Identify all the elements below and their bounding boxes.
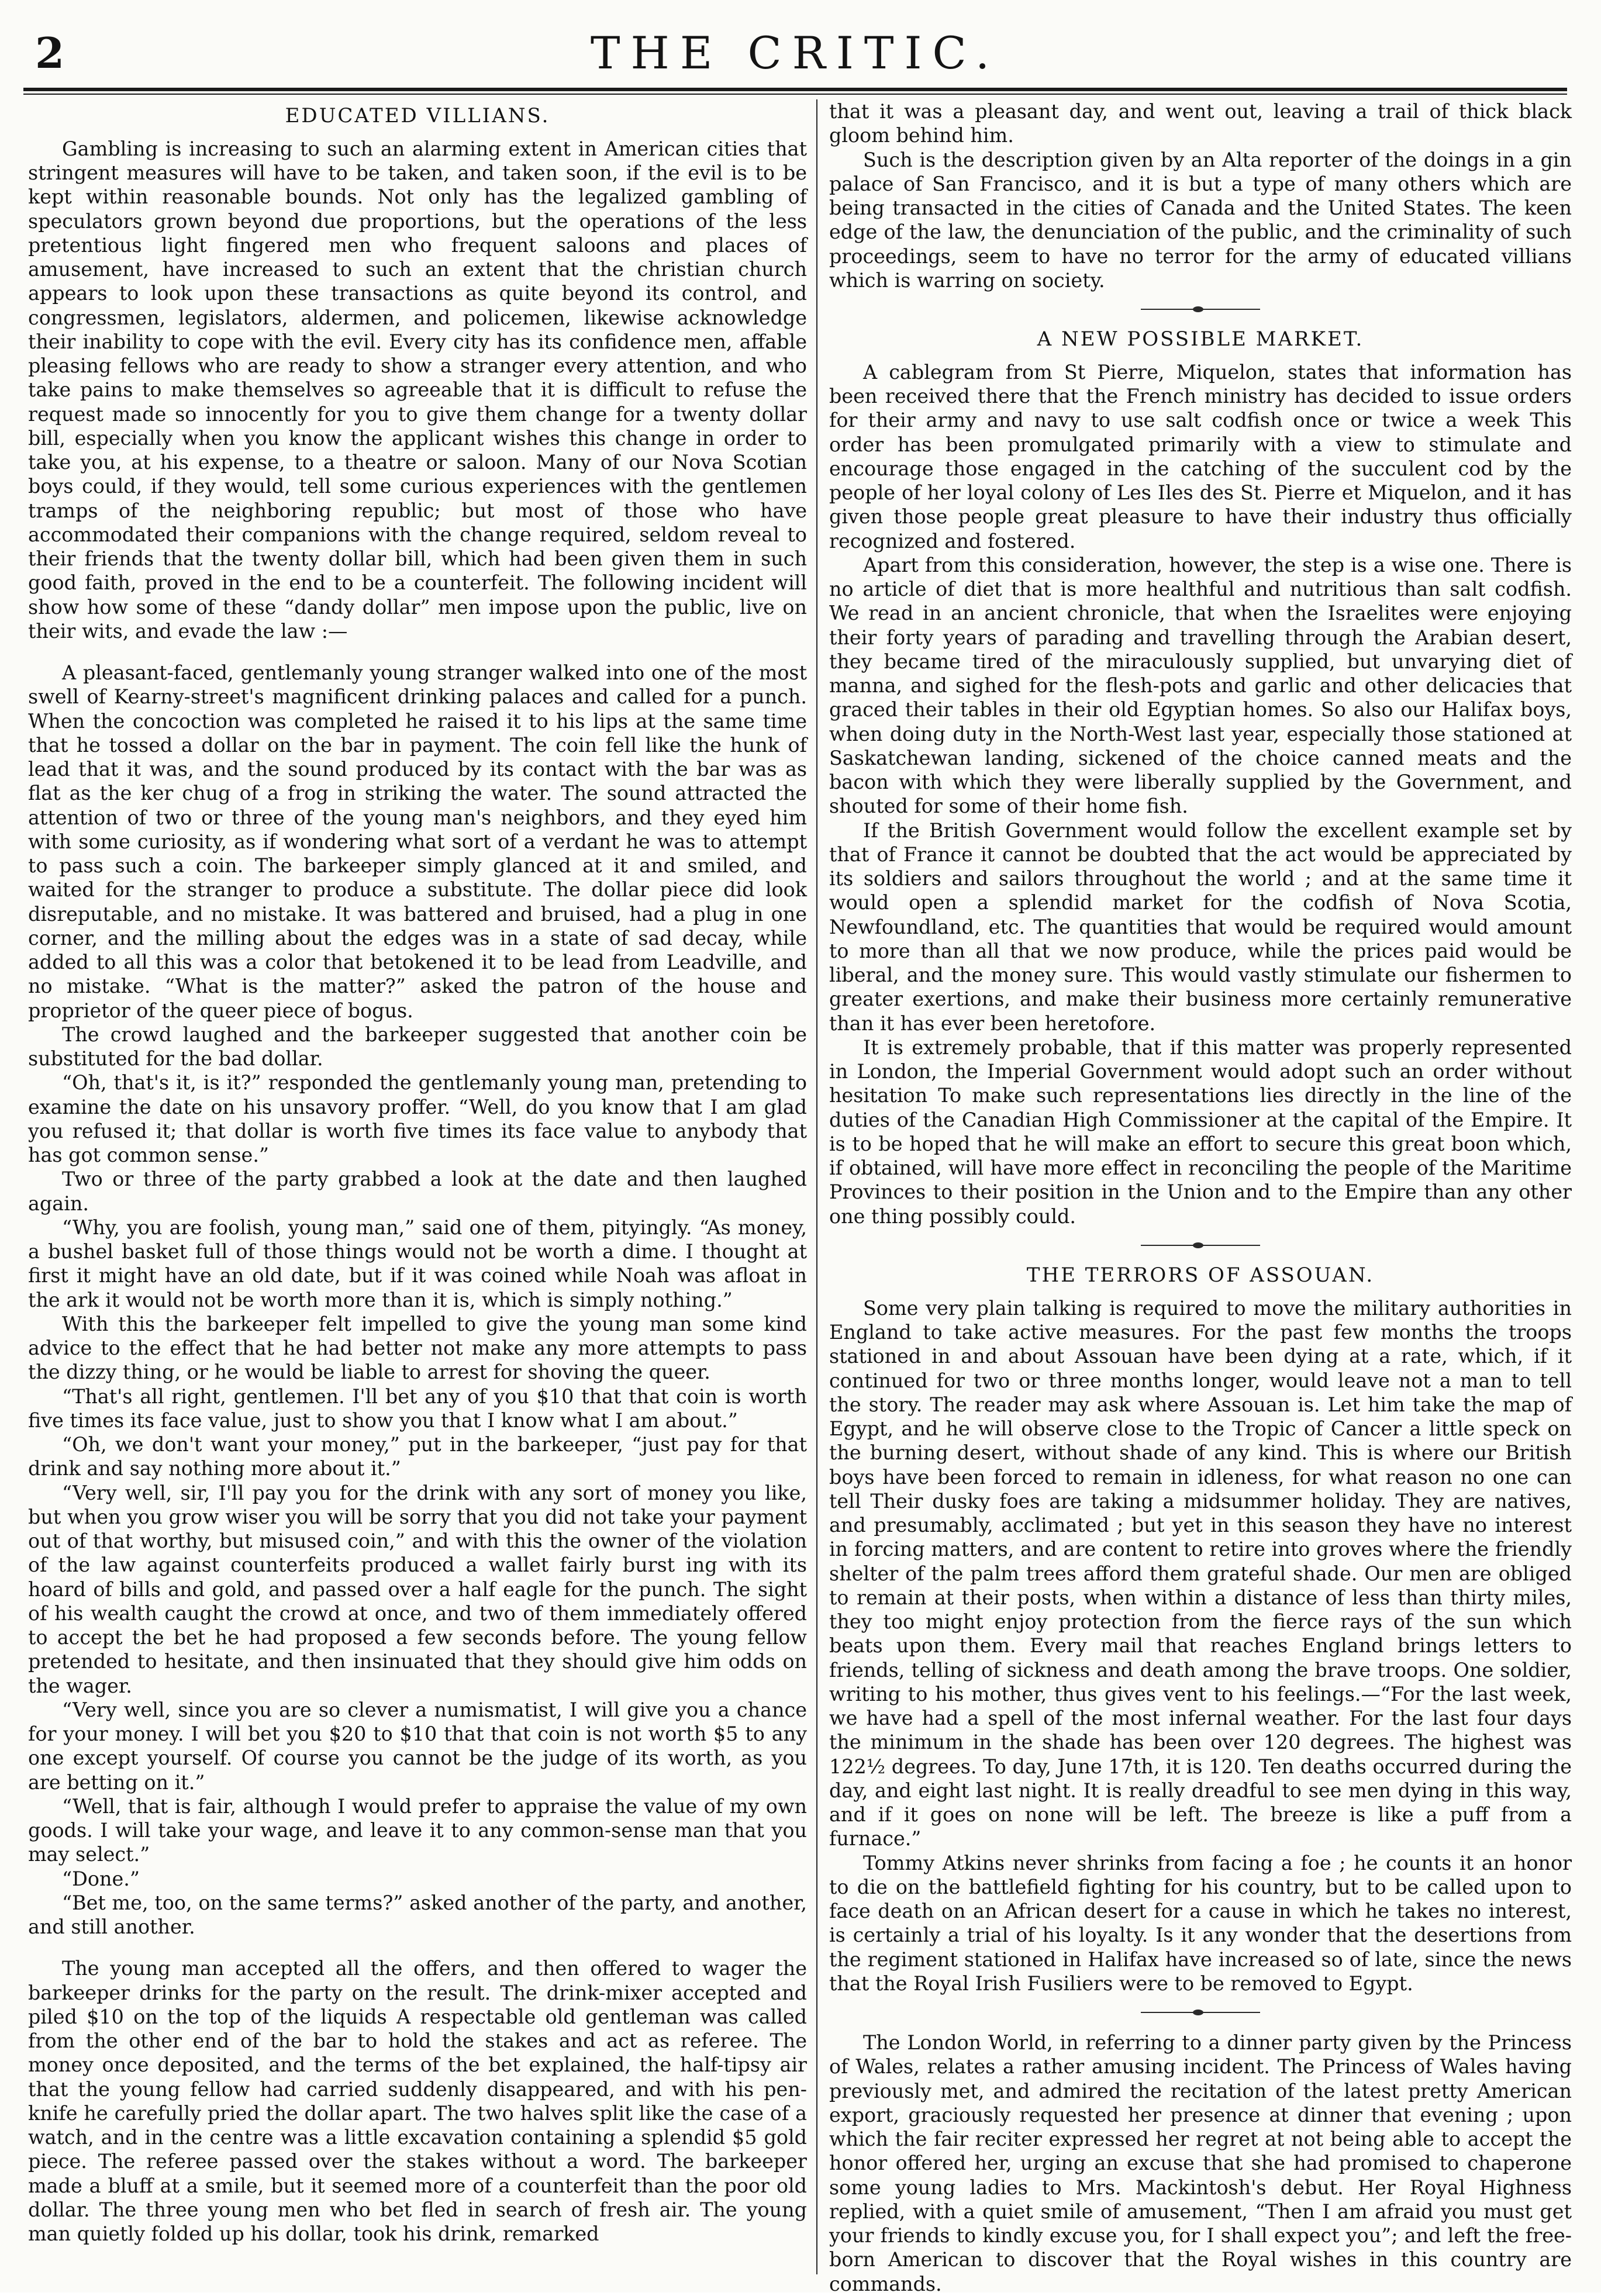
paragraph: The young man accepted all the offers, and then offered to wager the barkeeper drinks for the party on the result. The drink-mixer accepted and piled $10 on the top of the liquids A respectable old gentleman was called from the other end of the bar to hold the stakes and act as referee. The money once deposited, and the terms of the bet explained, the half-tipsy air that the young fellow had carried suddenly disappeared, and with his pen-knife he carefully pried the dollar apart. The two halves split like the case of a watch, and in the centre was a little excavation containing a splendid $5 gold piece. The referee passed over the stakes without a word. The barkeeper made a bluff at a smile, but it seemed more of a counterfeit than the poor old dollar. The three young men who bet fled in search of fresh air. The young man quietly folded up his dollar, took his drink, remarked [28,1957,807,2246]
ornament-divider [829,306,1572,312]
paragraph: If the British Government would follow the excellent example set by that of France it cannot be doubted that the act would be appreciated by its soldiers and sailors throughout the world ; and at the same time it would open a splendid market for the codfish of Nova Scotia, Newfoundland, etc. The quantities that would be required would amount to more than all that we now produce, while the prices paid would be liberal, and the money sure. This would vastly stimulate our fishermen to greater exertions, and make their business more certainly remunerative than it has ever been heretofore. [829,819,1572,1035]
paragraph: A pleasant-faced, gentlemanly young stranger walked into one of the most swell of Kearny-street's magnificent drinking palaces and called for a punch. When the concoction was completed he raised it to his lips at the same time that he tossed a dollar on the bar in payment. The coin fell like the hunk of lead that it was, and the sound produced by its contact with the bar was as flat as the ker chug of a frog in striking the water. The sound attracted the attention of two or three of the young man's neighbors, and they eyed him with some curiosity, as if wondering what sort of a verdant he was to attempt to pass such a coin. The barkeeper simply glanced at it and smiled, and waited for the stranger to produce a substitute. The dollar piece did look disreputable, and no mistake. It was battered and bruised, had a plug in one corner, and the milling about the edges was in a state of sad decay, while added to all this was a color that betokened it to be lead from Leadville, and no mistake. “What is the matter?” asked the patron of the house and proprietor of the queer piece of bogus. [28,661,807,1022]
paragraph: It is extremely probable, that if this matter was properly represented in London, the Imperial Government would adopt such an order without hesitation To make such representations lies directly in the line of the duties of the Canadian High Commissioner at the capital of the Empire. It is to be hoped that he will make an effort to secure this great boon which, if obtained, will have more effect in reconciling the people of the Maritime Provinces to their position in the Union and to the Empire than any other one thing possibly could. [829,1035,1572,1228]
ornament-divider [829,1242,1572,1248]
paragraph: that it was a pleasant day, and went out, leaving a trail of thick black gloom behind him. [829,100,1572,147]
ornament-divider [829,2010,1572,2015]
paragraph: Gambling is increasing to such an alarming extent in American cities that stringent measures will have to be taken, and taken soon, if the evil is to be kept within reasonable bounds. Not only has the legalized gambling of speculators grown beyond due proportions, but the operations of the less pretentious light fingered men who frequent saloons and places of amusement, have increased to such an extent that the christian church appears to look upon these transactions as quite beyond its control, and congressmen, legislators, aldermen, and policemen, likewise acknowledge their inability to cope with the evil. Every city has its confidence men, affable pleasing fellows who are ready to show a stranger every attention, and who take pains to make themselves so agreeable that it is difficult to refuse the request made so innocently for you to give them change for a twenty dollar bill, especially when you know the applicant wishes this change in order to take you, at his expense, to a theatre or saloon. Many of our Nova Scotian boys could, if they would, tell some curious experiences with the gentlemen tramps of the neighboring republic; but most of those who have accommodated their companions with the change required, seldom reveal to their friends that the twenty dollar bill, which had been given them in such good faith, proved in the end to be a counterfeit. The following incident will show how some of these “dandy dollar” men impose upon the public, live on their wits, and evade the law :— [28,137,807,643]
paragraph: “Done.” [62,1867,140,1890]
paragraph: “Very well, sir, I'll pay you for the drink with any sort of money you like, but when you grow wiser you will be sorry that you did not take your payment out of that worthy, but misused coin,” and with this the owner of the violation of the law against counterfeits produced a wallet fairly burst ing with its hoard of bills and gold, and passed over a half eagle for the punch. The sight of his wealth caught the crowd at once, and two of them immediately offered to accept the bet he had proposed a few seconds before. The young fellow pretended to hesitate, and then insinuated that they should give him odds on the wager. [28,1481,807,1697]
paragraph: Apart from this consideration, however, the step is a wise one. There is no article of diet that is more healthful and nutritious than salt codfish. We read in an ancient chronicle, that when the Israelites were enjoying their forty years of parading and travelling through the Arabian desert, they became tired of the miraculously supplied, but unvarying diet of manna, and sighed for the flesh-pots and garlic and other delicacies that graced their tables in their old Egyptian homes. So also our Halifax boys, when doing duty in the North-West last year, especially those stationed at Saskatchewan landing, sickened of the choice canned meats and the bacon with which they were liberally supplied by the Government, and shouted for some of their home fish. [829,553,1572,818]
paragraph: The crowd laughed and the barkeeper suggested that another coin be substituted for the bad dollar. [28,1023,807,1071]
paragraph: Such is the description given by an Alta reporter of the doings in a gin palace of San Francisco, and it is but a type of many others which are being transacted in the cities of Canada and the United States. The keen edge of the law, the denunciation of the public, and the criminality of such proceedings, seem to have no terror for the army of educated villians which is warring on society. [829,148,1572,292]
article-heading-market: A NEW POSSIBLE MARKET. [1037,327,1364,351]
masthead-rule [23,88,1567,91]
paragraph: “Bet me, too, on the same terms?” asked another of the party, and another, and still another. [28,1891,807,1939]
column-divider [816,99,817,2274]
paragraph: The London World, in referring to a dinner party given by the Princess of Wales, relates a rather amusing incident. The Princess of Wales having previously met, and admired the recitation of the latest pretty American export, graciously requested her presence at dinner that evening ; upon which the fair reciter expressed her regret at not being able to accept the honor offered her, urging an excuse that she had promised to chaperone some young ladies to Mrs. Mackintosh's debut. Her Royal Highness replied, with a quiet smile of amusement, “Then I am afraid you must get your friends to kindly excuse you, for I shall expect you”; and left the free-born American to discover that the Royal wishes in this country are commands. [829,2031,1572,2295]
paragraph: With this the barkeeper felt impelled to give the young man some kind advice to the effect that he had better not make any more attempts to pass the dizzy thing, or he would be liable to arrest for shoving the queer. [28,1312,807,1384]
article-heading-assouan: THE TERRORS OF ASSOUAN. [1026,1263,1375,1287]
right-column [829,99,1572,2295]
page-number: 2 [35,28,65,78]
paragraph: “Oh, that's it, is it?” responded the gentlemanly young man, pretending to examine the date on his unsavory proffer. “Well, do you know that I am glad you refused it; that dollar is worth five times its face value to anybody that has got common sense.” [28,1071,807,1167]
paragraph: “Oh, we don't want your money,” put in the barkeeper, “just pay for that drink and say nothing more about it.” [28,1433,807,1480]
left-column [28,99,807,2280]
paragraph: A cablegram from St Pierre, Miquelon, states that information has been received there that the French ministry has decided to issue orders for their army and navy to use salt codfish once or twice a week This order has been promulgated primarily with a view to stimulate and encourage those engaged in the catching of the succulent cod by the people of her loyal colony of Les Iles des St. Pierre et Miquelon, and it has given those people great pleasure to have their industry thus officially recognized and fostered. [829,360,1572,553]
paragraph: “Why, you are foolish, young man,” said one of them, pityingly. “As money, a bushel basket full of those things would not be worth a dime. I thought at first it might have an old date, but if it was coined while Noah was afloat in the ark it would not be worth more than it is, which is simply nothing.” [28,1216,807,1311]
paragraph: Tommy Atkins never shrinks from facing a foe ; he counts it an honor to die on the battlefield fighting for his country, but to be called upon to face death on an African desert for a cause in which he takes no interest, is certainly a trial of his loyalty. Is it any wonder that the desertions from the regiment stationed in Halifax have increased so of late, since the news that the Royal Irish Fusiliers were to be removed to Egypt. [829,1851,1572,1995]
paragraph: “Very well, since you are so clever a numismatist, I will give you a chance for your money. I will bet you $20 to $10 that that coin is not worth $5 to any one except yourself. Of course you cannot be the judge of its worth, as you are betting on it.” [28,1698,807,1794]
article-heading-villians: EDUCATED VILLIANS. [285,104,550,127]
paragraph: “Well, that is fair, although I would prefer to appraise the value of my own goods. I will take your wage, and leave it to any common-sense man that you may select.” [28,1794,807,1866]
newspaper-title: THE CRITIC. [590,27,1000,79]
masthead [23,22,1567,87]
paragraph: Some very plain talking is required to move the military authorities in England to take active measures. For the past few months the troops stationed in and about Assouan have been dying at a rate, which, if it continued for two or three months longer, would leave not a man to tell the story. The reader may ask where Assouan is. Let him take the map of Egypt, and he will observe close to the Tropic of Cancer a little speck on the burning desert, without shade of any kind. This is where our British boys have been forced to remain in idleness, for what reason no one can tell Their dusky foes are taking a midsummer holiday. They are natives, and presumably, acclimated ; but yet in this season they have no interest in forcing matters, and are content to retire into groves where the friendly shelter of the palm trees afford them grateful shade. Our men are obliged to remain at their posts, when within a distance of less than thirty miles, they too might enjoy protection from the fierce rays of the sun which beats upon them. Every mail that reaches England brings letters to friends, telling of sickness and death among the brave troops. One soldier, writing to his mother, thus gives vent to his feelings.—“For the last week, we have had a spell of the most infernal weather. For the last four days the minimum in the shade has been over 120 degrees. The highest was 122½ degrees. To day, June 17th, it is 120. Ten deaths occurred during the day, and eight last night. It is really dreadful to see men dying in this way, and if it goes on none will be left. The breeze is like a puff from a furnace.” [829,1296,1572,1850]
masthead-rule-thin [23,94,1567,95]
paragraph: Two or three of the party grabbed a look at the date and then laughed again. [28,1168,807,1215]
paragraph: “That's all right, gentlemen. I'll bet any of you $10 that that coin is worth five times its face value, just to show you that I know what I am about.” [28,1384,807,1432]
